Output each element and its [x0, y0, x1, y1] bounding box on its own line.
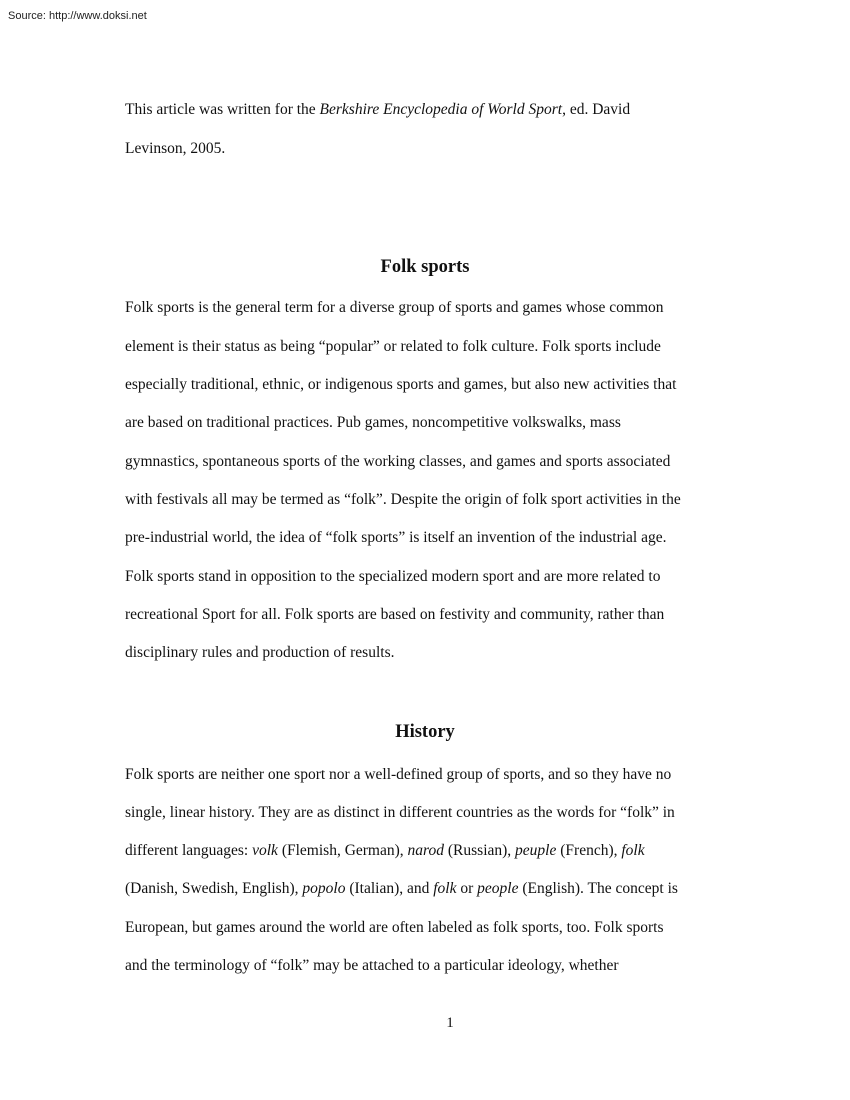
italic-term: folk	[433, 880, 457, 897]
intro-line-1	[125, 100, 630, 120]
text-run: (Italian), and	[345, 880, 434, 897]
text-run: or	[456, 880, 478, 897]
paragraph-line: element is their status as being “popular” or related to folk culture. Folk sports include	[125, 338, 661, 355]
source-label: Source: http://www.doksi.net	[8, 10, 147, 22]
italic-term: popolo	[302, 880, 346, 897]
paragraph-line: with festivals all may be termed as “folk”. Despite the origin of folk sport activities in the	[125, 491, 681, 508]
paragraph-line: recreational Sport for all. Folk sports are based on festivity and community, rather than	[125, 606, 665, 623]
section-heading-history: History	[395, 722, 455, 742]
paragraph-line: Folk sports stand in opposition to the specialized modern sport and are more related to	[125, 568, 661, 585]
paragraph-line: especially traditional, ethnic, or indigenous sports and games, but also new activities that	[125, 376, 677, 393]
paragraph-line: pre-industrial world, the idea of “folk sports” is itself an invention of the industrial age.	[125, 529, 667, 546]
italic-term: folk	[621, 842, 645, 859]
intro-suffix: , ed. David	[562, 101, 631, 118]
paragraph-line: Folk sports is the general term for a diverse group of sports and games whose common	[125, 299, 664, 316]
paragraph-line: are based on traditional practices. Pub games, noncompetitive volkswalks, mass	[125, 414, 621, 431]
italic-term: volk	[252, 842, 278, 859]
paragraph-line	[125, 841, 645, 861]
encyclopedia-title: Berkshire Encyclopedia of World Sport	[319, 101, 563, 118]
paragraph-line: European, but games around the world are often labeled as folk sports, too. Folk sports	[125, 919, 664, 936]
paragraph-line: disciplinary rules and production of results.	[125, 644, 395, 661]
intro-line-2: Levinson, 2005.	[125, 140, 226, 157]
text-run: (Flemish, German),	[277, 842, 408, 859]
paragraph-line: Folk sports are neither one sport nor a well-defined group of sports, and so they have no	[125, 766, 672, 783]
italic-term: narod	[407, 842, 444, 859]
paragraph-line: gymnastics, spontaneous sports of the working classes, and games and sports associated	[125, 453, 671, 470]
page-number: 1	[446, 1015, 454, 1031]
text-run: (English). The concept is	[518, 880, 678, 897]
text-run: (French),	[556, 842, 622, 859]
paragraph-line	[125, 879, 678, 899]
paragraph-line: and the terminology of “folk” may be attached to a particular ideology, whether	[125, 957, 619, 974]
text-run: different languages:	[125, 842, 253, 859]
section-heading-folk-sports: Folk sports	[380, 257, 470, 277]
paragraph-line: single, linear history. They are as distinct in different countries as the words for “folk” in	[125, 804, 675, 821]
text-run: (Danish, Swedish, English),	[125, 880, 303, 897]
italic-term: peuple	[515, 842, 557, 859]
italic-term: people	[477, 880, 519, 897]
intro-prefix: This article was written for the	[125, 101, 320, 118]
text-run: (Russian),	[444, 842, 516, 859]
